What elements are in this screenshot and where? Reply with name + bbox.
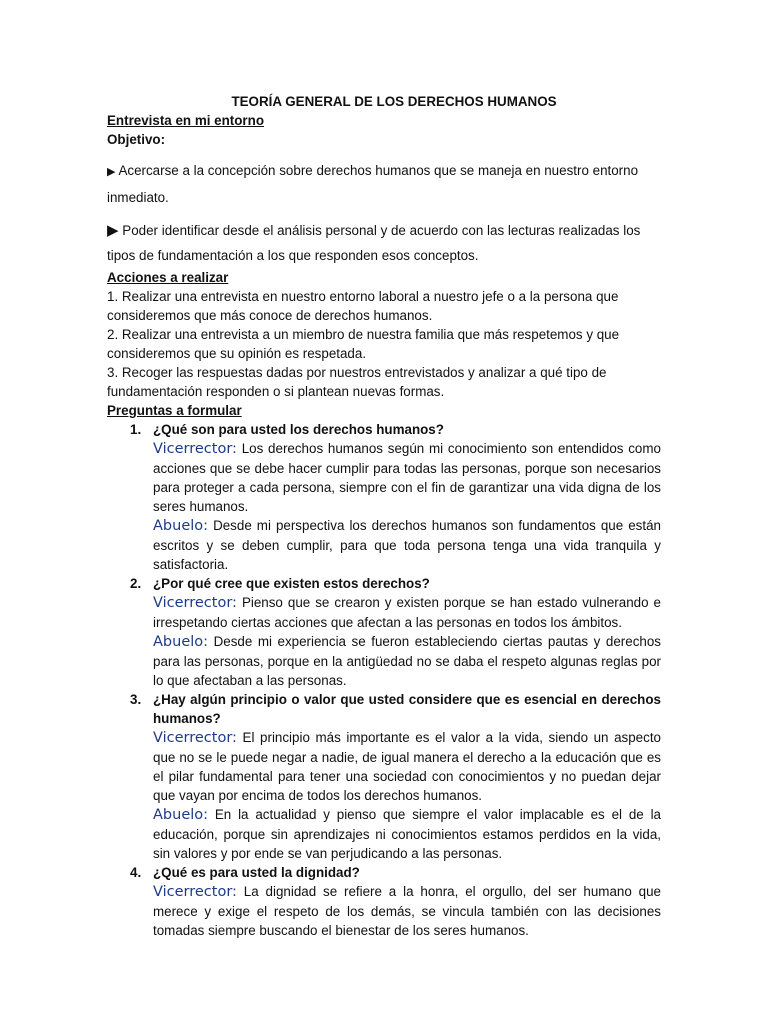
interviewee-label: Abuelo: [153,807,209,823]
answer-text: Pienso que se crearon y existen porque se han estado vulnerando e irrespetando ciertas acciones que afectan a las personas en todos los ámbitos. [153,595,661,630]
question-number: 2. [130,576,142,591]
triangle-right-icon: ▶ [107,166,116,178]
document-title: TEORÍA GENERAL DE LOS DERECHOS HUMANOS [231,94,557,109]
question-item [107,420,661,574]
interviewee-label: Vicerrector: [153,441,237,457]
document-body [107,92,661,940]
interviewee-label: Vicerrector: [153,595,237,611]
question-text: ¿Qué es para usted la dignidad? [153,865,360,880]
triangle-right-icon: ▶ [107,222,119,239]
objective-item [107,158,661,210]
question-item [107,863,661,940]
objective-text: Acercarse a la concepción sobre derechos humanos que se maneja en nuestro entorno inmediato. [107,163,639,205]
question-text: ¿Hay algún principio o valor que usted considere que es esencial en derechos humanos? [153,692,661,726]
answer-text: Desde mi experiencia se fueron estableciendo ciertas pautas y derechos para las personas, porque en la antigüedad no se daba el respeto algunas reglas por lo que afectaban a las personas. [153,634,661,688]
answer-paragraph [153,805,661,863]
section-heading-interview: Entrevista en mi entorno [107,113,264,128]
answer-paragraph [153,728,661,805]
interviewee-label: Vicerrector: [153,884,237,900]
interviewee-label: Abuelo: [153,634,209,650]
action-item: 3. Recoger las respuestas dadas por nuestros entrevistados y analizar a qué tipo de fundamentación responden o si plantean nuevas formas. [107,365,607,399]
section-heading-actions: Acciones a realizar [107,270,229,285]
answer-paragraph [153,593,661,632]
question-number: 1. [130,422,142,437]
section-heading-questions: Preguntas a formular [107,403,242,418]
interviewee-label: Vicerrector: [153,730,237,746]
objective-text: Poder identificar desde el análisis personal y de acuerdo con las lecturas realizadas los tipos de fundamentación a los que responden esos conceptos. [107,223,641,263]
interviewee-label: Abuelo: [153,518,209,534]
answer-paragraph [153,882,661,940]
answer-text: En la actualidad y pienso que siempre el valor implacable es el de la educación, porque sin aprendizajes ni conocimientos estamos perdidos en la vida, sin valores y por ende se van perjudicando a las personas. [153,807,661,861]
question-text: ¿Por qué cree que existen estos derechos? [153,576,430,591]
answer-text: La dignidad se refiere a la honra, el orgullo, del ser humano que merece y exige el respeto de los demás, se vincula también con las decisiones tomadas siempre buscando el bienestar de los seres humanos. [153,884,661,938]
answer-paragraph [153,439,661,516]
answer-paragraph [153,632,661,690]
objective-item [107,218,661,268]
question-item [107,574,661,690]
objective-label: Objetivo: [107,132,166,147]
answer-text: El principio más importante es el valor a la vida, siendo un aspecto que no se le puede negar a nadie, de igual manera el derecho a la educación que es el pilar fundamental para tener una sociedad con conocimientos y no puedan dejar que vayan por encima de todos los derechos humanos. [153,730,661,803]
action-item: 1. Realizar una entrevista en nuestro entorno laboral a nuestro jefe o a la persona que consideremos que más conoce de derechos humanos. [107,289,619,323]
question-item [107,690,661,863]
question-number: 4. [130,865,142,880]
question-text: ¿Qué son para usted los derechos humanos? [153,422,444,437]
answer-paragraph [153,516,661,574]
question-list [107,420,661,940]
answer-text: Los derechos humanos según mi conocimiento son entendidos como acciones que se debe hacer cumplir para todas las personas, porque son necesarios para proteger a cada persona, siempre con el fin de garantizar una vida digna de los seres humanos. [153,441,661,514]
action-item: 2. Realizar una entrevista a un miembro de nuestra familia que más respetemos y que consideremos que su opinión es respetada. [107,327,620,361]
answer-text: Desde mi perspectiva los derechos humanos son fundamentos que están escritos y se deben cumplir, para que toda persona tenga una vida tranquila y satisfactoria. [153,518,661,572]
question-number: 3. [130,692,142,707]
